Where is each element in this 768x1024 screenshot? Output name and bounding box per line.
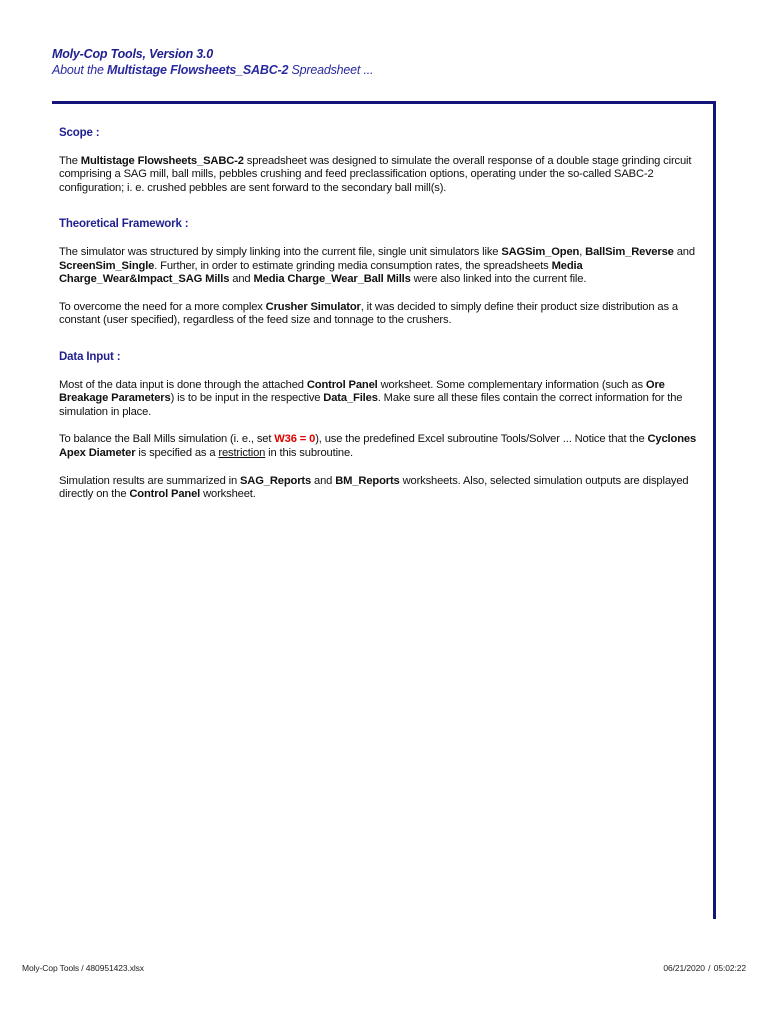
text: The simulator was structured by simply linking into the current file, single unit simulators like bbox=[59, 245, 502, 258]
bold-term: SAGSim_Open bbox=[501, 245, 580, 258]
data-input-paragraph-2 bbox=[59, 433, 707, 460]
text: is specified as a bbox=[135, 446, 219, 459]
bold-term: Multistage Flowsheets_SABC-2 bbox=[80, 154, 244, 167]
bold-term: BM_Reports bbox=[335, 474, 400, 487]
bold-term: ScreenSim_Single bbox=[59, 259, 155, 272]
text: To balance the Ball Mills simulation (i. e., set bbox=[59, 433, 275, 446]
header-title: Moly-Cop Tools, Version 3.0 bbox=[52, 47, 214, 61]
frame-top-rule bbox=[52, 101, 716, 104]
bold-term: Control Panel bbox=[306, 378, 378, 391]
text: worksheet. Some complementary information (such as bbox=[377, 378, 646, 391]
bold-term: Crusher Simulator bbox=[265, 300, 361, 313]
scope-paragraph bbox=[59, 155, 707, 196]
text: and bbox=[229, 273, 254, 286]
bold-term: Media Charge_Wear_Ball Mills bbox=[253, 273, 411, 286]
text: , it was decided to simply define their product size distribution as a constant (user specified), regardless of the feed size and tonnage to the crushers. bbox=[59, 300, 678, 327]
data-input-paragraph-1 bbox=[59, 379, 707, 420]
text: ) is to be input in the respective bbox=[170, 392, 324, 405]
text: and bbox=[311, 474, 336, 487]
framework-paragraph-2 bbox=[59, 301, 707, 328]
text: Simulation results are summarized in bbox=[59, 474, 240, 487]
bold-term: Control Panel bbox=[129, 488, 201, 501]
underlined-term: restriction bbox=[218, 446, 266, 459]
text: spreadsheet was designed to simulate the overall response of a double stage grinding circuit comprising a SAG mill, ball mills, pebbles crushing and feed preclassification options, operating under the so-called SABC-2 configuration; i. e. crushed pebbles are sent forward to the secondary ball mill(s). bbox=[59, 154, 692, 194]
subtitle-prefix: About the bbox=[52, 63, 107, 77]
bold-term: Media Charge_Wear&Impact_SAG Mills bbox=[59, 259, 583, 286]
text: were also linked into the current file. bbox=[410, 273, 587, 286]
bold-term: BallSim_Reverse bbox=[585, 245, 674, 258]
subtitle-suffix: Spreadsheet ... bbox=[288, 63, 374, 77]
framework-paragraph-1 bbox=[59, 246, 707, 287]
frame-right-rule bbox=[713, 101, 716, 919]
footer-file-path: Moly-Cop Tools / 480951423.xlsx bbox=[22, 963, 144, 973]
bold-term: SAG_Reports bbox=[239, 474, 312, 487]
text: worksheet. bbox=[200, 488, 256, 501]
footer-timestamp: 06/21/2020 / 05:02:22 bbox=[663, 963, 746, 973]
bold-term: Ore Breakage Parameters bbox=[59, 378, 665, 405]
document-body bbox=[59, 127, 707, 516]
data-input-heading: Data Input : bbox=[59, 350, 121, 363]
text: and bbox=[673, 245, 695, 258]
document-header bbox=[52, 46, 712, 78]
text: To overcome the need for a more complex bbox=[59, 300, 266, 313]
text: . Further, in order to estimate grinding media consumption rates, the spreadsheets bbox=[154, 259, 552, 272]
framework-heading: Theoretical Framework : bbox=[59, 218, 189, 231]
text: ), use the predefined Excel subroutine Tools/Solver ... Notice that the bbox=[315, 433, 648, 446]
bold-term: Cyclones Apex Diameter bbox=[59, 433, 697, 459]
text: worksheets. Also, selected simulation outputs are displayed directly on the bbox=[59, 474, 689, 501]
text: The bbox=[59, 154, 81, 167]
scope-heading: Scope : bbox=[59, 127, 100, 139]
text: Most of the data input is done through the attached bbox=[59, 378, 307, 391]
highlighted-cell-condition: W36 = 0 bbox=[274, 433, 316, 446]
bold-term: Data_Files bbox=[323, 392, 378, 405]
subtitle-bold: Multistage Flowsheets_SABC-2 bbox=[107, 63, 289, 77]
data-input-paragraph-3 bbox=[59, 475, 707, 502]
header-subtitle bbox=[52, 62, 712, 78]
text: in this subroutine. bbox=[265, 446, 354, 459]
text: , bbox=[579, 245, 586, 258]
text: . Make sure all these files contain the correct information for the simulation in place. bbox=[59, 392, 683, 418]
